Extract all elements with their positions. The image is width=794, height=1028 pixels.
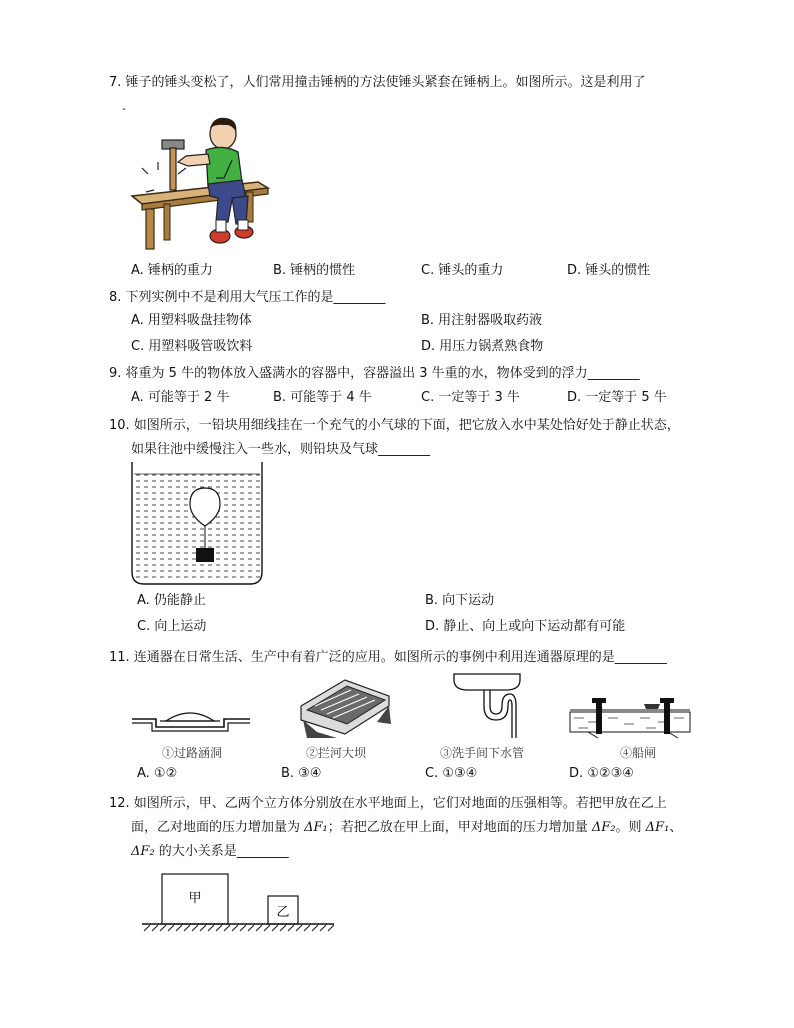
q12-line2-text-b: ；若把乙放在甲上面，甲对地面的压力增加量 <box>327 820 592 835</box>
delta-f2: ΔF₂ <box>591 820 616 835</box>
q11-stem: 11. 连通器在日常生活、生产中有着广泛的应用。如图所示的事例中利用连通器原理的是________ <box>109 650 667 665</box>
q12-line3 <box>131 843 289 861</box>
q8-option-a[interactable]: A. 用塑料吸盘挂物体 <box>131 313 252 328</box>
q12-line2-text-c: 。则 <box>615 820 646 835</box>
q10-option-c[interactable]: C. 向上运动 <box>137 619 207 634</box>
q12-line2-text-d: 、 <box>669 820 683 835</box>
q7-stem: 7. 锤子的锤头变松了，人们常用撞击锤柄的方法使锤头紧套在锤柄上。如图所示。这是利用了 <box>109 75 646 90</box>
q7-blank: - <box>122 102 126 115</box>
caption-ship-lock: ④船闸 <box>620 746 657 760</box>
q10-option-d[interactable]: D. 静止、向上或向下运动都有可能 <box>425 619 626 634</box>
label-yi: 乙 <box>276 905 290 920</box>
sink-drain-figure <box>450 668 526 740</box>
delta-f2-second: ΔF₂ <box>131 844 155 859</box>
q8-option-b[interactable]: B. 用注射器吸取药液 <box>421 313 543 328</box>
culvert-figure <box>130 695 254 735</box>
water-tank-balloon-figure <box>128 460 266 588</box>
q10-stem-line1: 10. 如图所示，一铅块用细线挂在一个充气的小气球的下面，把它放入水中某处恰好处于静止状态， <box>109 418 680 433</box>
q11-option-a[interactable]: A. ①② <box>137 766 178 781</box>
q10-option-a[interactable]: A. 仍能静止 <box>137 593 206 608</box>
delta-f1: ΔF₁ <box>304 820 328 835</box>
q9-option-a[interactable]: A. 可能等于 2 牛 <box>131 390 230 405</box>
delta-f1-second: ΔF₁ <box>645 820 670 835</box>
q12-line2 <box>131 819 682 837</box>
q12-line2-text-a: 面，乙对地面的压力增加量为 <box>131 820 305 835</box>
q9-stem: 9. 将重为 5 牛的物体放入盛满水的容器中，容器溢出 3 牛重的水，物体受到的浮力________ <box>109 366 640 381</box>
caption-culvert: ①过路涵洞 <box>162 746 223 760</box>
ground-hatch <box>144 925 334 931</box>
caption-sink: ③洗手间下水管 <box>440 746 525 760</box>
q10-option-b[interactable]: B. 向下运动 <box>425 593 495 608</box>
dam-figure <box>297 676 393 740</box>
ship-lock-figure <box>568 694 692 740</box>
q9-option-c[interactable]: C. 一定等于 3 牛 <box>421 390 520 405</box>
q7-option-b[interactable]: B. 锤柄的惯性 <box>273 263 356 278</box>
q9-option-d[interactable]: D. 一定等于 5 牛 <box>567 390 667 405</box>
q7-option-a[interactable]: A. 锤柄的重力 <box>131 263 213 278</box>
q8-option-d[interactable]: D. 用压力锅煮熟食物 <box>421 339 544 354</box>
q12-line1: 12. 如图所示，甲、乙两个立方体分别放在水平地面上，它们对地面的压强相等。若把甲放在乙上 <box>109 796 667 811</box>
q8-stem: 8. 下列实例中不是利用大气压工作的是________ <box>109 290 386 305</box>
q11-option-d[interactable]: D. ①②③④ <box>569 766 634 781</box>
caption-dam: ②拦河大坝 <box>306 746 367 760</box>
q12-line3-text: 的大小关系是________ <box>154 844 289 859</box>
q9-option-b[interactable]: B. 可能等于 4 牛 <box>273 390 372 405</box>
q8-option-c[interactable]: C. 用塑料吸管吸饮料 <box>131 339 253 354</box>
q11-option-b[interactable]: B. ③④ <box>281 766 322 781</box>
q10-stem-line2: 如果往池中缓慢注入一些水，则铅块及气球________ <box>131 442 431 457</box>
q7-option-d[interactable]: D. 锤头的惯性 <box>567 263 651 278</box>
label-jia: 甲 <box>188 891 202 906</box>
q11-option-c[interactable]: C. ①③④ <box>425 766 478 781</box>
hammer-man-figure <box>128 112 273 252</box>
cubes-figure <box>140 870 336 936</box>
q7-option-c[interactable]: C. 锤头的重力 <box>421 263 504 278</box>
